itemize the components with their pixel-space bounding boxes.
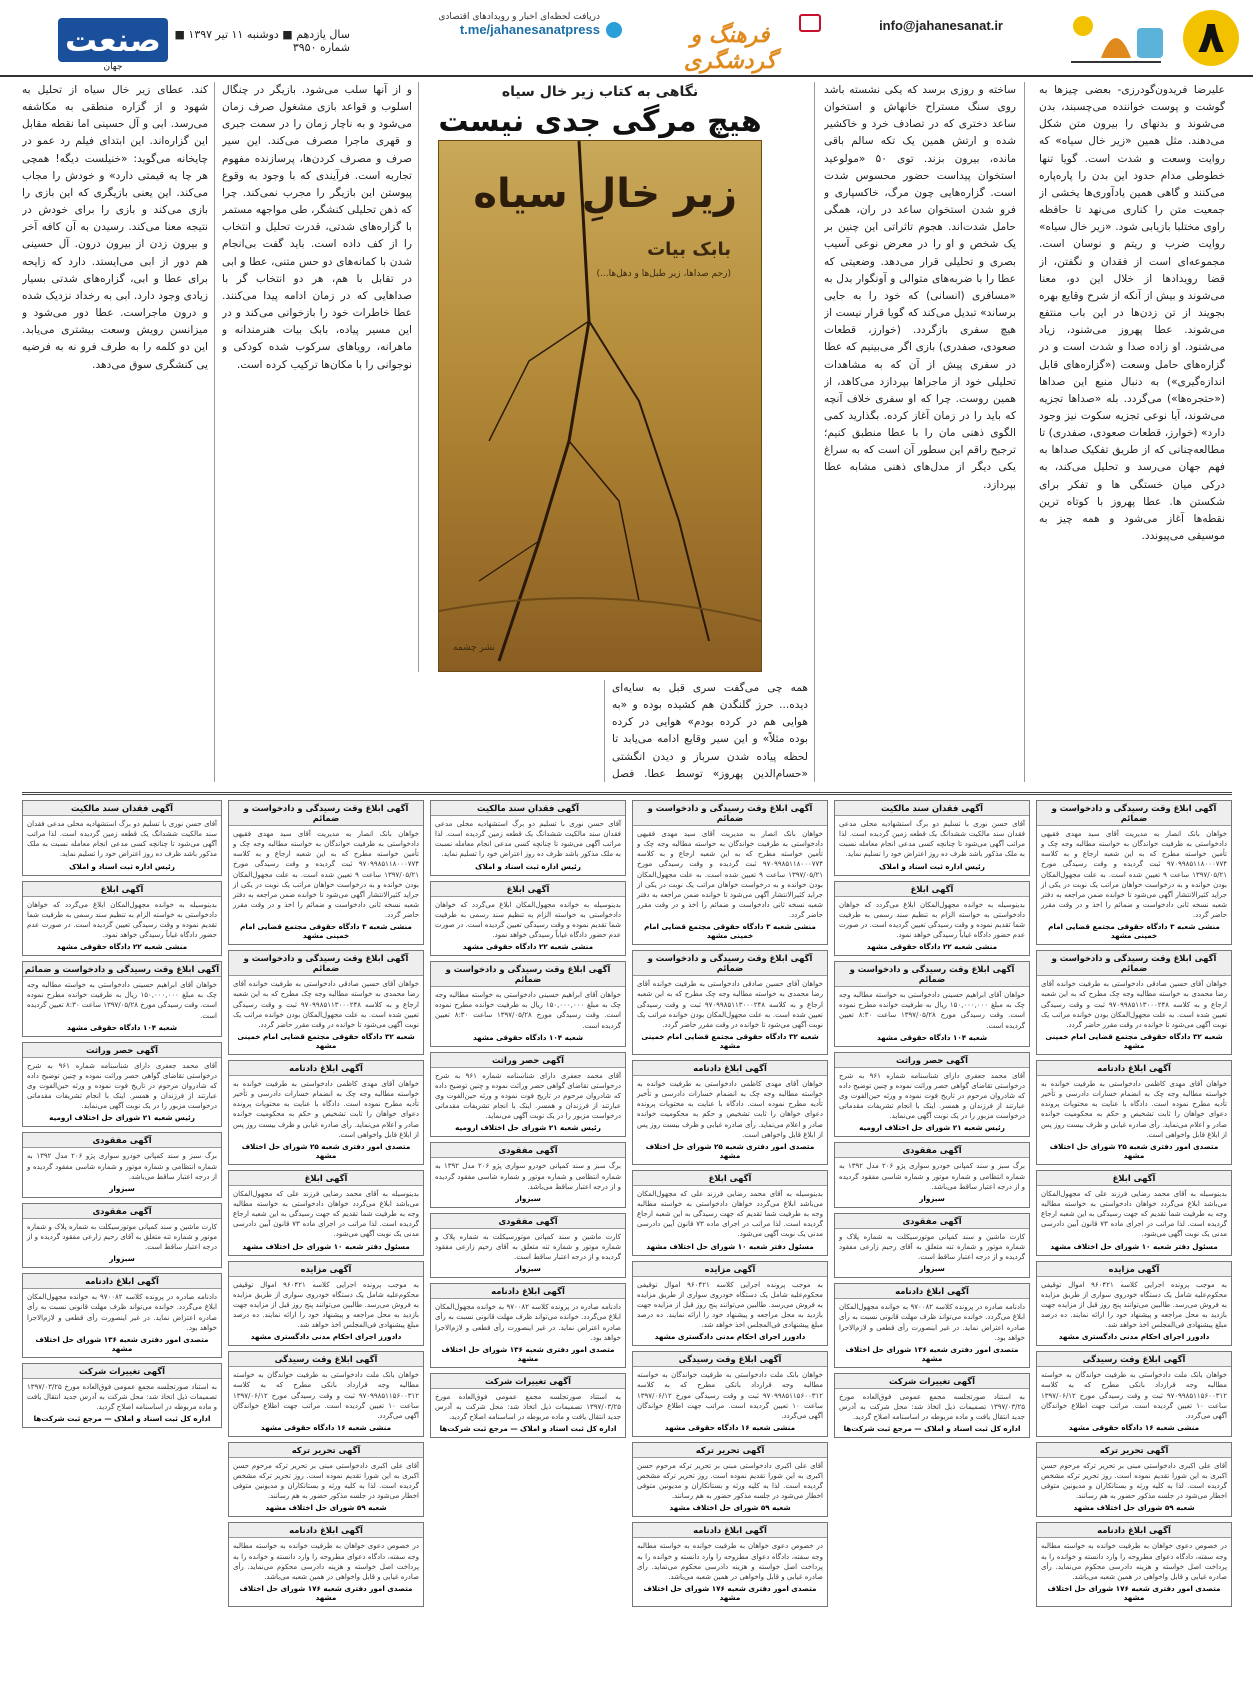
legal-notice [430,1142,626,1207]
notice-title: آگهی ابلاغ [1037,1171,1231,1186]
notice-title: آگهی ابلاغ وقت رسیدگی و دادخواست و ضمائم [1037,801,1231,826]
column-divider [604,680,605,782]
notice-title: آگهی ابلاغ وقت رسیدگی [633,1352,827,1367]
legal-notice [834,881,1030,957]
notice-signature: متصدی امور دفتری شعبه ۲۵ شورای حل اختلاف مشهد [1049,1141,1219,1160]
notice-title: آگهی ابلاغ [229,1171,423,1186]
notice-title: آگهی مفقودی [835,1143,1029,1158]
notice-signature: شعبه ۱۰۴ دادگاه حقوقی مشهد [876,1032,988,1042]
legal-notice [834,800,1030,876]
notice-signature: مسئول دفتر شعبه ۱۰ شورای حل اختلاف مشهد [1050,1241,1218,1251]
legal-notice [22,881,222,957]
ads-column-3 [632,800,828,1670]
notice-body: خواهان بانک ملت دادخواستی به طرفیت خواندگان به خواسته مطالبه وجه قرارداد بانکی مطرح که به کلاسه ۹۷۰۹۹۸۵۱۱۵۶۰۰۳۱۲ ثبت و وقت رسیدگی مورخ ۱۳۹۷/۰۶/۱۲ ساعت ۱۰ تعیین گردیده است. مراتب جهت اطلاع خواندگان آگهی می‌گردد. [637,1371,823,1420]
notice-title: آگهی ابلاغ دادنامه [633,1523,827,1538]
channel-hint: دریافت لحظه‌ای اخبار و رویدادهای اقتصادی [438,12,600,22]
legal-notice [834,1283,1030,1368]
legal-notice [632,1060,828,1165]
legal-notice [430,881,626,957]
notice-body: آقای علی اکبری دادخواستی مبنی بر تحریر ترکه مرحوم حسن اکبری به این شورا تقدیم نموده است. روز تحریر ترکه مشخص گردیده است. لذا به کلیه ورثه و بستانکاران و مدیونین متوفی اخطار می‌شود در جلسه مذکور حضور به هم رسانند. [637,1461,823,1501]
notice-body: در خصوص دعوی خواهان به طرفیت خوانده به خواسته مطالبه وجه سفته، دادگاه دعوای مطروحه را وارد دانسته و خوانده را به پرداخت اصل خواسته و هزینه دادرسی محکوم می‌نماید. رأی صادره غیابی و قابل واخواهی در همین شعبه می‌باشد. [1041,1542,1227,1581]
legal-notice [1036,1351,1232,1437]
notice-title: آگهی حصر وراثت [431,1053,625,1068]
legal-notice [834,961,1030,1047]
ads-column-5 [228,800,424,1670]
legal-notice [834,1213,1030,1278]
legal-notice [1036,1060,1232,1165]
cover-author: بابک بیات [647,239,731,260]
notice-body: در خصوص دعوی خواهان به طرفیت خوانده به خواسته مطالبه وجه سفته، دادگاه دعوای مطروحه را وارد دانسته و خوانده را به پرداخت اصل خواسته و هزینه دادرسی محکوم می‌نماید. رأی صادره غیابی و قابل واخواهی در همین شعبه می‌باشد. [637,1542,823,1581]
legal-notice [22,1042,222,1128]
legal-notice [22,961,222,1037]
notice-body: به موجب پرونده اجرایی کلاسه ۹۶۰۴۲۱ اموال توقیفی محکوم‌علیه شامل یک دستگاه خودروی سواری از طریق مزایده به فروش می‌رسد. طالبین می‌توانند پنج روز قبل از مزایده جهت بازدید به محل مراجعه و پیشنهاد خود را ارائه نمایند. ده درصد مبلغ پیشنهادی فی‌المجلس اخذ خواهد شد. [637,1280,823,1330]
column-divider [214,82,215,782]
notice-signature: متصدی امور دفتری شعبه ۱۳۶ شورای حل اختلاف مشهد [35,1334,209,1353]
notice-body: خواهان آقای حسین صادقی دادخواستی به طرفیت خوانده آقای رضا محمدی به خواسته مطالبه وجه چک مطرح که به این شعبه ارجاع و به کلاسه ۹۷۰۹۹۸۵۱۱۳۰۰۰۲۴۸ ثبت و وقت رسیدگی تعیین شده است. به علت مجهول‌المکان بودن خوانده مراتب یک نوبت آگهی می‌شود تا خوانده در وقت مقرر حاضر گردد. [637,980,823,1029]
notice-title: آگهی تغییرات شرکت [835,1374,1029,1389]
notice-signature: منشی شعبه ۲۲ دادگاه حقوقی مشهد [462,942,594,952]
notice-signature: منشی شعبه ۲۲ دادگاه حقوقی مشهد [56,942,188,952]
ads-divider [22,792,1232,795]
notice-body: بدینوسیله به آقای محمد رضایی فرزند علی که مجهول‌المکان می‌باشد ابلاغ می‌گردد خواهان دادخواستی به خواسته مطالبه وجه به طرفیت شما تقدیم که جهت رسیدگی به این شعبه ارجاع گردیده است. لذا مراتب در اجرای ماده ۷۳ قانون آیین دادرسی مدنی یک نوبت آگهی می‌شود. [233,1189,419,1239]
notice-title: آگهی ابلاغ دادنامه [229,1061,423,1076]
notice-title: آگهی تحریر ترکه [229,1443,423,1458]
notice-title: آگهی مزایده [1037,1262,1231,1277]
notice-signature: سبزوار [515,1193,541,1203]
legal-notice [228,950,424,1055]
notice-signature: شعبه ۳۲ دادگاه حقوقی مجتمع قضایی امام خمینی مشهد [641,1031,819,1050]
legal-notice [22,1363,222,1428]
cover-title: زیر خالِ سیاه [473,171,737,217]
notice-title: آگهی ابلاغ وقت رسیدگی [1037,1352,1231,1367]
notice-title: آگهی ابلاغ وقت رسیدگی و دادخواست و ضمائم [229,951,423,976]
notice-signature: اداره کل ثبت اسناد و املاک — مرجع ثبت شرکت‌ها [843,1424,1021,1434]
notice-title: آگهی مفقودی [835,1214,1029,1229]
notice-body: خواهان آقای ابراهیم حسینی دادخواستی به خواسته مطالبه وجه چک به مبلغ ۱۵۰,۰۰۰,۰۰۰ ریال به طرفیت خوانده مطرح نموده است. وقت رسیدگی مورخ ۱۳۹۷/۰۵/۲۸ ساعت ۸:۳۰ تعیین گردیده است. [27,981,218,1020]
legal-notice [22,800,222,876]
notice-title: آگهی تحریر ترکه [633,1443,827,1458]
notice-body: خواهان بانک انصار به مدیریت آقای سید مهدی فقیهی دادخواستی به طرفیت خواندگان به خواسته مطالبه وجه چک و تأمین خواسته مطرح که به این شعبه ارجاع و به کلاسه ۹۷۰۹۹۸۵۱۱۸۰۰۰۷۷۴ ثبت گردیده و وقت رسیدگی مورخ ۱۳۹۷/۰۵/۲۱ ساعت ۹ تعیین شده است. به علت مجهول‌المکان بودن خوانده و به درخواست خواهان مراتب یک نوبت در یکی از جراید کثیرالانتشار آگهی می‌شود تا خوانده ضمن مراجعه به دفتر شعبه نسخه ثانی دادخواست و ضمائم را اخذ و در وقت مقرر حاضر گردد. [637,830,823,920]
notice-signature: متصدی امور دفتری شعبه ۱۷۶ شورای حل اختلاف مشهد [239,1584,413,1603]
telegram-channel[interactable] [400,12,600,37]
logo-subtitle: جهان [103,62,123,72]
column-divider [1024,82,1025,782]
notice-body: خواهان آقای مهدی کاظمی دادخواستی به طرفیت خوانده به خواسته مطالبه وجه چک به انضمام خسارات دادرسی و تأخیر تأدیه مطرح نموده است. دادگاه با عنایت به محتویات پرونده دعوای خواهان را ثابت تشخیص و حکم به محکومیت خوانده صادر و اعلام می‌نماید. رأی صادره غیابی و ظرف بیست روز پس از ابلاغ قابل واخواهی است. [637,1079,823,1139]
legal-notice [1036,1261,1232,1347]
legal-notice [1036,800,1232,945]
notice-body: خواهان آقای مهدی کاظمی دادخواستی به طرفیت خوانده به خواسته مطالبه وجه چک به انضمام خسارات دادرسی و تأخیر تأدیه مطرح نموده است. دادگاه با عنایت به محتویات پرونده دعوای خواهان را ثابت تشخیص و حکم به محکومیت خوانده صادر و اعلام می‌نماید. رأی صادره غیابی و ظرف بیست روز پس از ابلاغ قابل واخواهی است. [1041,1079,1227,1139]
legal-notice [632,1351,828,1437]
notice-signature: شعبه ۱۰۴ دادگاه حقوقی مشهد [66,1022,178,1032]
notice-signature: دادورز اجرای احکام مدنی دادگستری مشهد [654,1332,806,1342]
notice-title: آگهی ابلاغ [835,882,1029,897]
notice-title: آگهی ابلاغ دادنامه [835,1284,1029,1299]
notice-signature: شعبه ۵۹ شورای حل اختلاف مشهد [669,1503,791,1513]
issue-info: سال یازدهم ■ دوشنبه ۱۱ تیر ۱۳۹۷ ■ شماره ۳۹۵۰ [174,28,350,54]
notice-signature: مسئول دفتر شعبه ۱۰ شورای حل اختلاف مشهد [646,1241,814,1251]
legal-notice [228,1351,424,1437]
notice-signature: متصدی امور دفتری شعبه ۱۳۶ شورای حل اختلاف مشهد [845,1344,1019,1363]
legal-notice [228,1261,424,1347]
notice-body: به استناد صورتجلسه مجمع عمومی فوق‌العاده مورخ ۱۳۹۷/۰۳/۲۵ تصمیمات ذیل اتخاذ شد: محل شرکت به آدرس جدید انتقال یافت و ماده مربوطه در اساسنامه اصلاح گردید. [435,1392,621,1422]
notice-title: آگهی ابلاغ وقت رسیدگی و دادخواست و ضمائم [431,962,625,987]
notice-body: دادنامه صادره در پرونده کلاسه ۹۷۰۰۸۲ به خوانده مجهول‌المکان ابلاغ می‌گردد. خوانده می‌تواند ظرف مهلت قانونی نسبت به رأی صادره اعتراض نماید. در غیر اینصورت رأی قطعی و لازم‌الاجرا خواهد بود. [27,1293,217,1332]
book-cover-image [438,140,762,672]
notice-body: خواهان بانک انصار به مدیریت آقای سید مهدی فقیهی دادخواستی به طرفیت خواندگان به خواسته مطالبه وجه چک و تأمین خواسته مطرح که به این شعبه ارجاع و به کلاسه ۹۷۰۹۹۸۵۱۱۸۰۰۰۷۷۴ ثبت گردیده و وقت رسیدگی مورخ ۱۳۹۷/۰۵/۲۱ ساعت ۹ تعیین شده است. به علت مجهول‌المکان بودن خوانده و به درخواست خواهان مراتب یک نوبت در یکی از جراید کثیرالانتشار آگهی می‌شود تا خوانده ضمن مراجعه به دفتر شعبه نسخه ثانی دادخواست و ضمائم را اخذ و در وقت مقرر حاضر گردد. [1041,830,1227,920]
notice-title: آگهی ابلاغ [633,1171,827,1186]
cover-tagline: (زحم صداها، زیر طبل‌ها و دهل‌ها...) [596,269,731,279]
notice-signature: متصدی امور دفتری شعبه ۱۷۶ شورای حل اختلاف مشهد [643,1584,817,1603]
notice-body: به موجب پرونده اجرایی کلاسه ۹۶۰۴۲۱ اموال توقیفی محکوم‌علیه شامل یک دستگاه خودروی سواری از طریق مزایده به فروش می‌رسد. طالبین می‌توانند پنج روز قبل از مزایده جهت بازدید به محل مراجعه و پیشنهاد خود را ارائه نمایند. ده درصد مبلغ پیشنهادی فی‌المجلس اخذ خواهد شد. [1041,1280,1227,1330]
notice-signature: رئیس شعبه ۲۱ شورای حل اختلاف ارومیه [455,1123,601,1133]
notice-body: خواهان بانک انصار به مدیریت آقای سید مهدی فقیهی دادخواستی به طرفیت خواندگان به خواسته مطالبه وجه چک و تأمین خواسته مطرح که به این شعبه ارجاع و به کلاسه ۹۷۰۹۹۸۵۱۱۸۰۰۰۷۷۴ ثبت گردیده و وقت رسیدگی مورخ ۱۳۹۷/۰۵/۲۱ ساعت ۹ تعیین شده است. به علت مجهول‌المکان بودن خوانده و به درخواست خواهان مراتب یک نوبت در یکی از جراید کثیرالانتشار آگهی می‌شود تا خوانده ضمن مراجعه به دفتر شعبه نسخه ثانی دادخواست و ضمائم را اخذ و در وقت مقرر حاضر گردد. [233,830,419,920]
notice-body: آقای محمد جعفری دارای شناسنامه شماره ۹۶۱ به شرح درخواستی تقاضای گواهی حصر وراثت نموده و چنین توضیح داده که شادروان مرحوم در تاریخ فوت نموده و ورثه حین‌الفوت وی عبارتند از فرزندان و همسر. اینک با انجام تشریفات مقدماتی درخواست مزبور را در یک نوبت آگهی می‌نماید. [27,1061,217,1111]
notice-signature: شعبه ۵۹ شورای حل اختلاف مشهد [265,1503,387,1513]
notice-signature: متصدی امور دفتری شعبه ۲۵ شورای حل اختلاف مشهد [645,1141,815,1160]
column-divider [814,82,815,782]
notice-body: بدینوسیله به آقای محمد رضایی فرزند علی که مجهول‌المکان می‌باشد ابلاغ می‌گردد خواهان دادخواستی به خواسته مطالبه وجه به طرفیت شما تقدیم که جهت رسیدگی به این شعبه ارجاع گردیده است. لذا مراتب در اجرای ماده ۷۳ قانون آیین دادرسی مدنی یک نوبت آگهی می‌شود. [637,1189,823,1239]
notice-title: آگهی ابلاغ [23,882,221,897]
notice-body: بدینوسیله به آقای محمد رضایی فرزند علی که مجهول‌المکان می‌باشد ابلاغ می‌گردد خواهان دادخواستی به خواسته مطالبه وجه به طرفیت شما تقدیم که جهت رسیدگی به این شعبه ارجاع گردیده است. لذا مراتب در اجرای ماده ۷۳ قانون آیین دادرسی مدنی یک نوبت آگهی می‌شود. [1041,1189,1227,1239]
legal-notice [1036,1170,1232,1256]
notice-title: آگهی ابلاغ دادنامه [229,1523,423,1538]
article-column-2: ساخته و روزی برسد که یکی نشسته باشد روی سنگ مستراح خانهاش و استخوان ساعد دختری که در تصادف خرد و خاکشیر شده و ارتش همین یک تکه سالم باقی مانده، بیرون بزند. توی ۵۰ «مولوعید استخوان پیداست حضور محسوس شدت است. گزاره‌هایی چون مرگ، خاکسپاری و فرو شدن استخوان ساعد در ران، همگی حامل شدت‌اند. هجوم تاثراتی این چنین بر یک شخص و او را در معرض نوعی آسیب بصری و تحلیلی قرار می‌دهد. وضعیتی که عطا را با ضربه‌های متوالی و آونگوار بدل به «مسافری (انسانی) که خود را به جایی برساند» تبدیل می‌کند که گویا قرار نیست از هیچ سفری بازگردد. (خوارز، قطعات صعودی، صفدری) بازی اگر می‌بینیم که عطا در سفری پیش از آن که به مشاهدات تحلیلی خود از ماجراها بپردازد می‌کاهد، از همین روست. چرا که او سفری خلاف آنچه که باید را در زمان آغاز کرده. بگذارید کمی الگوی ذهنی مان را با عطا منطبق کنیم؛ ترجیح راقم این سطور آن است که به سراغ یکی دیگر از مدل‌های ذهنی مشابه عطا بپردازد. [824,84,1016,491]
notice-signature: منشی شعبه ۱۶ دادگاه حقوقی مشهد [1068,1422,1200,1432]
notice-title: آگهی تغییرات شرکت [431,1374,625,1389]
notice-signature: اداره کل ثبت اسناد و املاک — مرجع ثبت شرکت‌ها [439,1424,617,1434]
email-icon [799,14,821,32]
legal-notice [430,800,626,876]
article-column-3b [400,680,596,782]
notice-signature: رئیس شعبه ۲۱ شورای حل اختلاف ارومیه [49,1113,195,1123]
legal-notice [22,1203,222,1268]
notice-title: آگهی ابلاغ وقت رسیدگی و دادخواست و ضمائم [229,801,423,826]
notice-body: آقای حسن نوری با تسلیم دو برگ استشهادیه محلی مدعی فقدان سند مالکیت ششدانگ یک قطعه زمین گردیده است. لذا مراتب آگهی می‌شود تا چنانچه کسی مدعی انجام معامله نسبت به ملک مذکور باشد ظرف ده روز اعتراض خود را تسلیم نماید. [435,820,621,859]
legal-notice [834,1142,1030,1207]
notice-signature: رئیس اداره ثبت اسناد و املاک [475,861,581,871]
notice-signature: منشی شعبه ۱۶ دادگاه حقوقی مشهد [664,1422,796,1432]
notice-title: آگهی ابلاغ وقت رسیدگی [229,1352,423,1367]
notice-body: بدینوسیله به خوانده مجهول‌المکان ابلاغ می‌گردد که خواهان دادخواستی به خواسته الزام به تنظیم سند رسمی به طرفیت شما تقدیم نموده و وقت رسیدگی تعیین گردیده است. در صورت عدم حضور دادگاه غیاباً رسیدگی خواهد نمود. [839,900,1025,939]
notice-signature: منشی شعبه ۳ دادگاه حقوقی مجتمع قضایی امام خمینی مشهد [1048,922,1220,941]
notice-title: آگهی مزایده [633,1262,827,1277]
notice-title: آگهی مفقودی [431,1214,625,1229]
notice-title: آگهی تغییرات شرکت [23,1364,221,1379]
notice-body: دادنامه صادره در پرونده کلاسه ۹۷۰۰۸۲ به خوانده مجهول‌المکان ابلاغ می‌گردد. خوانده می‌تواند ظرف مهلت قانونی نسبت به رأی صادره اعتراض نماید. در غیر اینصورت رأی قطعی و لازم‌الاجرا خواهد بود. [435,1303,621,1342]
notice-signature: رئیس اداره ثبت اسناد و املاک [69,861,175,871]
notice-body: آقای محمد جعفری دارای شناسنامه شماره ۹۶۱ به شرح درخواستی تقاضای گواهی حصر وراثت نموده و چنین توضیح داده که شادروان مرحوم در تاریخ فوت نموده و ورثه حین‌الفوت وی عبارتند از فرزندان و همسر. اینک با انجام تشریفات مقدماتی درخواست مزبور را در یک نوبت آگهی می‌نماید. [839,1071,1025,1121]
notice-body: کارت ماشین و سند کمپانی موتورسیکلت به شماره پلاک و شماره موتور و شماره تنه متعلق به آقای رحیم زارعی مفقود گردیده و از درجه اعتبار ساقط است. [435,1232,621,1262]
section-illustration-icon [1061,8,1171,68]
notice-title: آگهی فقدان سند مالکیت [835,801,1029,816]
notice-signature: رئیس اداره ثبت اسناد و املاک [879,861,985,871]
notice-body: آقای علی اکبری دادخواستی مبنی بر تحریر ترکه مرحوم حسن اکبری به این شورا تقدیم نموده است. روز تحریر ترکه مشخص گردیده است. لذا به کلیه ورثه و بستانکاران و مدیونین متوفی اخطار می‌شود در جلسه مذکور حضور به هم رسانند. [1041,1461,1227,1501]
legal-notice [22,1132,222,1197]
article-column-4: و از آنها سلب می‌شود. بازیگر در چنگال اسلوب و قواعد بازی مشغول صرف زمان می‌شود و به ناچار زمان را در سمت جبری و قهری ماجرا مصرف می‌کند. این سیر صرف و مصرف کردن‌ها، پرسازنده مفهوم تجاربه است. فرآیندی که با وجود به وقوع پیوستن این بازیگر را مجرب نمی‌کند. چرا که ذهن تحلیلی کنشگر، طی مواجهه مستمر با گزاره‌های شدتی، قدرت تحلیل و انتخاب را از کف داده است. باید گفت بی‌انجام شدن با کمانه‌های دو حس متنی، عطا و ابی در تقابل با هم، هر دو انتخاب گر با صداهایی که در زمان ادامه پیدا می‌کنند. عطا خاطرات خود را بازخوانی می‌کند و در این مسیر پیاده، بابک بیات هنرمندانه و ماهرانه، رویاهای سرکوب شده کودکی و نوجوانی را با مکان‌ها ترکیب کرده است. [222,84,412,371]
notice-body: خواهان آقای حسین صادقی دادخواستی به طرفیت خوانده آقای رضا محمدی به خواسته مطالبه وجه چک مطرح که به این شعبه ارجاع و به کلاسه ۹۷۰۹۹۸۵۱۱۳۰۰۰۲۴۸ ثبت و وقت رسیدگی تعیین شده است. به علت مجهول‌المکان بودن خوانده مراتب یک نوبت آگهی می‌شود تا خوانده در وقت مقرر حاضر گردد. [1041,980,1227,1029]
telegram-icon [606,22,622,38]
notice-body: خواهان آقای ابراهیم حسینی دادخواستی به خواسته مطالبه وجه چک به مبلغ ۱۵۰,۰۰۰,۰۰۰ ریال به طرفیت خوانده مطرح نموده است. وقت رسیدگی مورخ ۱۳۹۷/۰۵/۲۸ ساعت ۸:۳۰ تعیین گردیده است. [435,991,622,1030]
notice-title: آگهی ابلاغ دادنامه [633,1061,827,1076]
article-kicker: نگاهی به کتاب زیر خال سیاه [501,84,699,100]
legal-notice [22,1273,222,1358]
notice-signature: متصدی امور دفتری شعبه ۲۵ شورای حل اختلاف مشهد [241,1141,411,1160]
ads-column-4 [430,800,626,1670]
notice-title: آگهی ابلاغ وقت رسیدگی و دادخواست و ضمائم [835,962,1029,987]
legal-notice [834,1373,1030,1438]
notice-body: برگ سبز و سند کمپانی خودرو سواری پژو ۲۰۶ مدل ۱۳۹۲ به شماره انتظامی و شماره موتور و شماره شاسی مفقود گردیده و از درجه اعتبار ساقط می‌باشد. [435,1162,621,1191]
ads-column-2 [834,800,1030,1670]
notice-signature: دادورز اجرای احکام مدنی دادگستری مشهد [250,1332,402,1342]
tree-roots-illustration [439,141,761,671]
legal-notice [430,1052,626,1138]
notice-signature: شعبه ۵۹ شورای حل اختلاف مشهد [1073,1503,1195,1513]
legal-notice [834,1052,1030,1138]
notice-signature: دادورز اجرای احکام مدنی دادگستری مشهد [1058,1332,1210,1342]
notice-body: برگ سبز و سند کمپانی خودرو سواری پژو ۲۰۶ مدل ۱۳۹۲ به شماره انتظامی و شماره موتور و شماره شاسی مفقود گردیده و از درجه اعتبار ساقط می‌باشد. [839,1162,1025,1191]
legal-notice [228,1060,424,1165]
ads-column-6 [22,800,222,1670]
notice-title: آگهی ابلاغ دادنامه [431,1284,625,1299]
notice-signature: منشی شعبه ۳ دادگاه حقوقی مجتمع قضایی امام خمینی مشهد [644,922,816,941]
legal-notice [228,1522,424,1607]
contact-email[interactable]: info@jahanesanat.ir [879,18,1003,33]
legal-notice [228,1170,424,1256]
notice-body: آقای حسن نوری با تسلیم دو برگ استشهادیه محلی مدعی فقدان سند مالکیت ششدانگ یک قطعه زمین گردیده است. لذا مراتب آگهی می‌شود تا چنانچه کسی مدعی انجام معامله نسبت به ملک مذکور باشد ظرف ده روز اعتراض خود را تسلیم نماید. [839,820,1025,859]
notice-title: آگهی ابلاغ وقت رسیدگی و دادخواست و ضمائم [23,962,221,977]
legal-notice [1036,1442,1232,1518]
notice-body: به استناد صورتجلسه مجمع عمومی فوق‌العاده مورخ ۱۳۹۷/۰۳/۲۵ تصمیمات ذیل اتخاذ شد: محل شرکت به آدرس جدید انتقال یافت و ماده مربوطه در اساسنامه اصلاح گردید. [839,1392,1025,1422]
notice-signature: منشی شعبه ۳ دادگاه حقوقی مجتمع قضایی امام خمینی مشهد [240,922,412,941]
notice-title: آگهی ابلاغ دادنامه [1037,1523,1231,1538]
notice-title: آگهی مزایده [229,1262,423,1277]
notice-title: آگهی تحریر ترکه [1037,1443,1231,1458]
notice-title: آگهی ابلاغ وقت رسیدگی و دادخواست و ضمائم [633,801,827,826]
cover-publisher: نشر چشمه [453,643,495,653]
legal-notice [430,1213,626,1278]
notice-signature: شعبه ۱۰۴ دادگاه حقوقی مشهد [472,1032,584,1042]
notice-title: آگهی ابلاغ [431,882,625,897]
notice-title: آگهی فقدان سند مالکیت [431,801,625,816]
notice-body: آقای حسن نوری با تسلیم دو برگ استشهادیه محلی مدعی فقدان سند مالکیت ششدانگ یک قطعه زمین گردیده است. لذا مراتب آگهی می‌شود تا چنانچه کسی مدعی انجام معامله نسبت به ملک مذکور باشد ظرف ده روز اعتراض خود را تسلیم نماید. [27,820,217,859]
legal-notice [1036,1522,1232,1607]
notice-signature: شعبه ۳۲ دادگاه حقوقی مجتمع قضایی امام خمینی مشهد [237,1031,415,1050]
notice-body: در خصوص دعوی خواهان به طرفیت خوانده به خواسته مطالبه وجه سفته، دادگاه دعوای مطروحه را وارد دانسته و خوانده را به پرداخت اصل خواسته و هزینه دادرسی محکوم می‌نماید. رأی صادره غیابی و قابل واخواهی در همین شعبه می‌باشد. [233,1542,419,1581]
notice-body: خواهان آقای مهدی کاظمی دادخواستی به طرفیت خوانده به خواسته مطالبه وجه چک به انضمام خسارات دادرسی و تأخیر تأدیه مطرح نموده است. دادگاه با عنایت به محتویات پرونده دعوای خواهان را ثابت تشخیص و حکم به محکومیت خوانده صادر و اعلام می‌نماید. رأی صادره غیابی و ظرف بیست روز پس از ابلاغ قابل واخواهی است. [233,1079,419,1139]
article-headline: هیچ مرگی جدی نیست [438,104,762,139]
legal-notice [1036,950,1232,1055]
notice-title: آگهی فقدان سند مالکیت [23,801,221,816]
legal-notice [430,1373,626,1438]
page-number: ۸ [1183,10,1239,66]
notice-signature: سبزوار [919,1264,945,1274]
legal-notice [632,1442,828,1518]
notice-signature: سبزوار [919,1193,945,1203]
notice-body: به موجب پرونده اجرایی کلاسه ۹۶۰۴۲۱ اموال توقیفی محکوم‌علیه شامل یک دستگاه خودروی سواری از طریق مزایده به فروش می‌رسد. طالبین می‌توانند پنج روز قبل از مزایده جهت بازدید به محل مراجعه و پیشنهاد خود را ارائه نمایند. ده درصد مبلغ پیشنهادی فی‌المجلس اخذ خواهد شد. [233,1280,419,1330]
notice-title: آگهی ابلاغ دادنامه [1037,1061,1231,1076]
notice-body: کارت ماشین و سند کمپانی موتورسیکلت به شماره پلاک و شماره موتور و شماره تنه متعلق به آقای رحیم زارعی مفقود گردیده و از درجه اعتبار ساقط است. [839,1232,1025,1262]
notice-title: آگهی مفقودی [431,1143,625,1158]
notice-signature: رئیس شعبه ۲۱ شورای حل اختلاف ارومیه [859,1123,1005,1133]
notice-title: آگهی حصر وراثت [835,1053,1029,1068]
legal-notice [632,1522,828,1607]
notice-signature: شعبه ۳۲ دادگاه حقوقی مجتمع قضایی امام خمینی مشهد [1045,1031,1223,1050]
article-column-5: کند. عطای زیر خال سیاه از تحلیل به شهود و از گزاره منطقی به مکاشفه می‌رسد. ابی و آل حسینی اما نقطه مقابل این گزاره‌اند. این ابتدای فیلم رد عمو در چایخانه می‌گوید: «خنیلست دیگه! همچی هر چا یه قیمتی دارد» و خودش را مجاب می‌کند. این یعنی بازیگری که این بازی را بازی می‌کند و بازی را برای خودش در نتیجه معنا می‌کند. رسیدن به آن کافه آخر و بیرون زدن از بیرون درون. آل حسینی هم دور از ابی می‌ایستد. دارد که زایحه برای عطا و ابی، گزاره‌های شدتی بسیار زیادی وجود دارد. ابی به رخداد نزدیک شده و درون ماجراست. عطا دور می‌شود و میزانسن رویش وسعت بیشتری می‌یابد. این دو کلمه را به طرف فرو نه به فرضیه یی کنشگری سوق می‌دهد. [22,84,208,371]
ads-column-1 [1036,800,1232,1670]
legal-notice [632,800,828,945]
notice-body: خواهان آقای حسین صادقی دادخواستی به طرفیت خوانده آقای رضا محمدی به خواسته مطالبه وجه چک مطرح که به این شعبه ارجاع و به کلاسه ۹۷۰۹۹۸۵۱۱۳۰۰۰۲۴۸ ثبت و وقت رسیدگی تعیین شده است. به علت مجهول‌المکان بودن خوانده مراتب یک نوبت آگهی می‌شود تا خوانده در وقت مقرر حاضر گردد. [233,980,419,1029]
notice-signature: مسئول دفتر شعبه ۱۰ شورای حل اختلاف مشهد [242,1241,410,1251]
notice-title: آگهی ابلاغ وقت رسیدگی و دادخواست و ضمائم [1037,951,1231,976]
notice-signature: اداره کل ثبت اسناد و املاک — مرجع ثبت شرکت‌ها [33,1414,211,1424]
notice-signature: متصدی امور دفتری شعبه ۱۳۶ شورای حل اختلاف مشهد [441,1344,615,1363]
notice-signature: منشی شعبه ۲۲ دادگاه حقوقی مشهد [866,942,998,952]
legal-notice [632,950,828,1055]
notice-title: آگهی ابلاغ دادنامه [23,1274,221,1289]
notice-signature: سبزوار [515,1264,541,1274]
notice-body: به استناد صورتجلسه مجمع عمومی فوق‌العاده مورخ ۱۳۹۷/۰۳/۲۵ تصمیمات ذیل اتخاذ شد: محل شرکت به آدرس جدید انتقال یافت و ماده مربوطه در اساسنامه اصلاح گردید. [27,1382,217,1412]
notice-body: برگ سبز و سند کمپانی خودرو سواری پژو ۲۰۶ مدل ۱۳۹۲ به شماره انتظامی و شماره موتور و شماره شاسی مفقود گردیده و از درجه اعتبار ساقط می‌باشد. [27,1152,217,1181]
notice-title: آگهی حصر وراثت [23,1043,221,1058]
notice-body: بدینوسیله به خوانده مجهول‌المکان ابلاغ می‌گردد که خواهان دادخواستی به خواسته الزام به تنظیم سند رسمی به طرفیت شما تقدیم نموده و وقت رسیدگی تعیین گردیده است. در صورت عدم حضور دادگاه غیاباً رسیدگی خواهد نمود. [27,900,217,939]
notice-body: آقای محمد جعفری دارای شناسنامه شماره ۹۶۱ به شرح درخواستی تقاضای گواهی حصر وراثت نموده و چنین توضیح داده که شادروان مرحوم در تاریخ فوت نموده و ورثه حین‌الفوت وی عبارتند از فرزندان و همسر. اینک با انجام تشریفات مقدماتی درخواست مزبور را در یک نوبت آگهی می‌نماید. [435,1071,621,1121]
legal-notice [632,1261,828,1347]
notice-signature: متصدی امور دفتری شعبه ۱۷۶ شورای حل اختلاف مشهد [1047,1584,1221,1603]
channel-link[interactable]: t.me/jahanesanatpress [459,22,600,37]
legal-notice [228,800,424,945]
notice-body: دادنامه صادره در پرونده کلاسه ۹۷۰۰۸۲ به خوانده مجهول‌المکان ابلاغ می‌گردد. خوانده می‌تواند ظرف مهلت قانونی نسبت به رأی صادره اعتراض نماید. در غیر اینصورت رأی قطعی و لازم‌الاجرا خواهد بود. [839,1303,1025,1342]
column-divider [418,82,419,672]
legal-notice [228,1442,424,1518]
notice-body: آقای علی اکبری دادخواستی مبنی بر تحریر ترکه مرحوم حسن اکبری به این شورا تقدیم نموده است. روز تحریر ترکه مشخص گردیده است. لذا به کلیه ورثه و بستانکاران و مدیونین متوفی اخطار می‌شود در جلسه مذکور حضور به هم رسانند. [233,1461,419,1501]
notice-body: خواهان بانک ملت دادخواستی به طرفیت خواندگان به خواسته مطالبه وجه قرارداد بانکی مطرح که به کلاسه ۹۷۰۹۹۸۵۱۱۵۶۰۰۳۱۲ ثبت و وقت رسیدگی مورخ ۱۳۹۷/۰۶/۱۲ ساعت ۱۰ تعیین گردیده است. مراتب جهت اطلاع خواندگان آگهی می‌گردد. [1041,1371,1227,1420]
notice-signature: سبزوار [109,1254,135,1264]
legal-notice [430,961,626,1047]
legal-notice [430,1283,626,1368]
newspaper-logo: صنعت [58,18,168,62]
notice-title: آگهی ابلاغ وقت رسیدگی و دادخواست و ضمائم [633,951,827,976]
notice-body: بدینوسیله به خوانده مجهول‌المکان ابلاغ می‌گردد که خواهان دادخواستی به خواسته الزام به تنظیم سند رسمی به طرفیت شما تقدیم نموده و وقت رسیدگی تعیین گردیده است. در صورت عدم حضور دادگاه غیاباً رسیدگی خواهد نمود. [435,900,621,939]
legal-notice [632,1170,828,1256]
notice-signature: سبزوار [109,1183,135,1193]
article-column-3: همه چی می‌گفت سری قبل به سایه‌ای دیده... حرز گلنگدن هم کشیده بوده و «به هوایی هم در کرده بودم» هوایی در کرده بوده مثلاً» و این سیر وقایع ادامه می‌یابد تا لحظه پیاده شدن سرباز و دیدن انگشتی «حسام‌الدین پهروز» توسط عطا. فصل [612,682,808,780]
notice-body: کارت ماشین و سند کمپانی موتورسیکلت به شماره پلاک و شماره موتور و شماره تنه متعلق به آقای رحیم زارعی مفقود گردیده و از درجه اعتبار ساقط است. [27,1222,217,1252]
section-title: فرهنگ و گردشگری [683,22,777,74]
article-column-1: علیرضا فریدون‌گودرزی- بعضی چیزها به گوشت و پوست خواننده می‌چسبند، بدن می‌شوند و بدنهای را بیرون متن شکل می‌دهند. مثل همین «زیر خال سیاه» که روایت وسعت و شدت است. گویا تنها خطوطی مدام حدود این بدن را پاره‌پاره می‌کنند و گاهی همین یادآوری‌ها یخشی از جمعیت متن را کناری می‌نهد تا حافظه راوی مختلبا بازیابی شود. «زیر خال سیاه» روایت ضرب و ریتم و نوسان است. مجموعه‌ای است از فقدان و نگفتن، از قضا رویدادها از خلال این دو، معنا می‌شوند و بیش از آنکه از شرح وقایع بهره بجویند از تن زدن‌ها در این باب منتفع می‌شوند. عطا پهروز می‌شنود، زیاد می‌شنود. او زاده صدا و شدت است و در گزاره‌های حامل وسعت («گزاره‌های قابل اندازه‌گیری») به دنبال منبع این صداها («حتجره‌ها») می‌گردد. بله «صداها تجزیه می‌شوند، آیا نوعی تجزیه سکوت نیز وجود دارد» (خوارز، قطعات صعودی، صفدری) تا مطالعه‌چنانی که از طریق تفکیک صداها به فهم جهان می‌رسد و تحلیل می‌کند، به درکی میان خستگی ها و تفکر برای شکستن ها. عطا پهروز با کوتاه ترین نقطه‌ها آغاز می‌شود و همه چیز به موسیقی می‌پیوندد. [1039,84,1225,543]
notice-signature: منشی شعبه ۱۶ دادگاه حقوقی مشهد [260,1422,392,1432]
notice-title: آگهی مفقودی [23,1133,221,1148]
notice-body: خواهان بانک ملت دادخواستی به طرفیت خواندگان به خواسته مطالبه وجه قرارداد بانکی مطرح که به کلاسه ۹۷۰۹۹۸۵۱۱۵۶۰۰۳۱۲ ثبت و وقت رسیدگی مورخ ۱۳۹۷/۰۶/۱۲ ساعت ۱۰ تعیین گردیده است. مراتب جهت اطلاع خواندگان آگهی می‌گردد. [233,1371,419,1420]
notice-body: خواهان آقای ابراهیم حسینی دادخواستی به خواسته مطالبه وجه چک به مبلغ ۱۵۰,۰۰۰,۰۰۰ ریال به طرفیت خوانده مطرح نموده است. وقت رسیدگی مورخ ۱۳۹۷/۰۵/۲۸ ساعت ۸:۳۰ تعیین گردیده است. [839,991,1026,1030]
notice-title: آگهی مفقودی [23,1204,221,1219]
